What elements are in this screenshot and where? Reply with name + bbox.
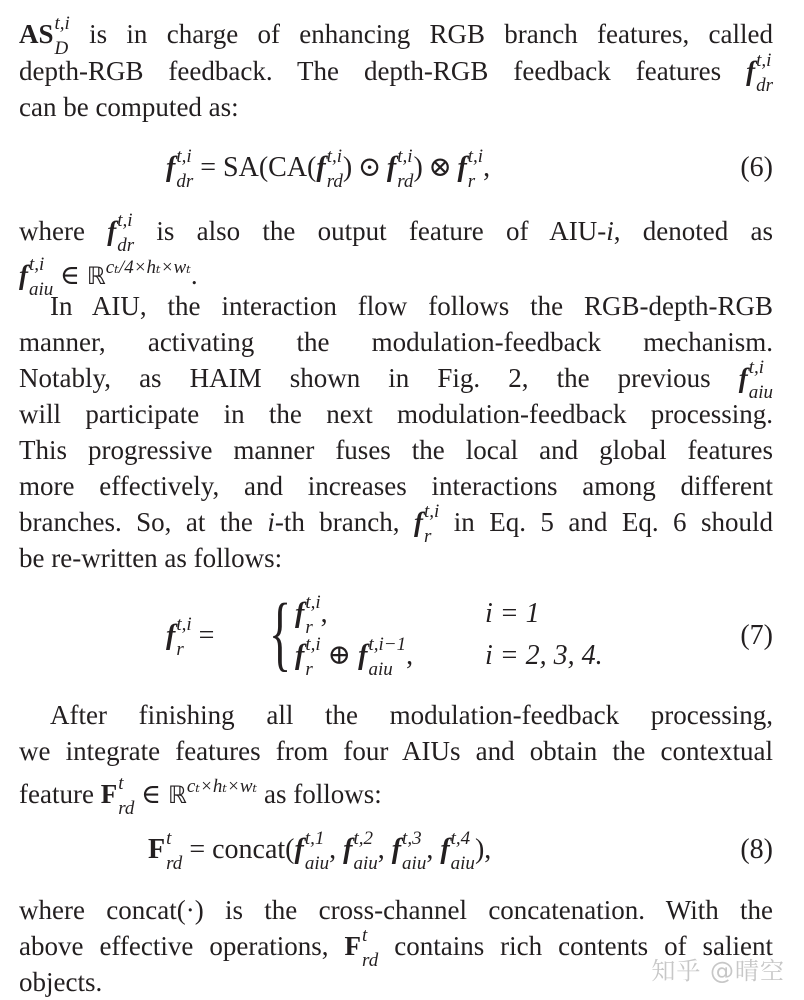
equation-7-lhs: f t,i r = (166, 613, 215, 660)
paragraph-3-line-6: more effectively, and increases interactions among different (19, 471, 773, 501)
equation-7-number: (7) (740, 620, 773, 651)
symbol-as-scripts: t,i D (54, 12, 70, 59)
equation-7 (19, 586, 773, 690)
paragraph-5-line-2: above effective operations, F t rd contains rich contents of salient (19, 924, 774, 971)
text: depth-RGB feedback. The depth-RGB feedback features (19, 56, 722, 86)
text: can be computed as: (19, 92, 239, 122)
symbol-f-dr: f (746, 56, 756, 86)
equation-8-number: (8) (740, 834, 773, 865)
paragraph-3-line-3: Notably, as HAIM shown in Fig. 2, the previous f t,i aiu (19, 356, 774, 403)
paragraph-3-line-2: manner, activating the modulation-feedback mechanism. (19, 327, 773, 357)
paragraph-3-line-8: be re-written as follows: (19, 543, 283, 573)
left-brace: { (269, 586, 292, 680)
case-2: f t,i r ⊕ f t,i−1 aiu , (295, 633, 414, 680)
equation-6-body: f t,i dr = SA(CA(f t,i rd ) ⊙ f t,i rd ) ⊗ f t,i r , (166, 145, 491, 192)
paragraph-4-line-2: we integrate features from four AIUs and obtain the contextual (19, 736, 773, 766)
equation-6-number: (6) (740, 152, 773, 183)
paragraph-3-line-4: will participate in the next modulation-feedback processing. (19, 399, 773, 429)
paragraph-4-line-3: feature F t rd ∈ ℝ$^{c_t\times h_t\times w_t}$ as follows: (19, 772, 382, 819)
paragraph-3-line-5: This progressive manner fuses the local and global features (19, 435, 773, 465)
paragraph-2-line-2: f t,i aiu ∈ ℝ$^{c_t/4\times h_t\times w_t}$. (19, 253, 198, 300)
paragraph-3-line-7: branches. So, at the i-th branch, f t,i r in Eq. 5 and Eq. 6 should (19, 500, 774, 547)
zhihu-watermark: 知乎 @晴空 (651, 957, 785, 985)
paragraph-2-line-1: where f t,i dr is also the output feature of AIU-i, denoted as (19, 209, 774, 256)
paragraph-3-line-1: In AIU, the interaction flow follows the RGB-depth-RGB (50, 291, 773, 321)
paragraph-5-line-1: where concat(·) is the cross-channel concatenation. With the (19, 895, 773, 925)
paragraph-1-line-1 (19, 12, 773, 59)
case-1: f t,i r , (295, 591, 328, 638)
case-1-condition: i = 1 (485, 598, 540, 629)
text: is in charge of enhancing RGB branch features, called (89, 19, 773, 49)
paragraph-1-line-3 (19, 89, 773, 125)
paragraph-5-line-3: objects. (19, 967, 103, 997)
paragraph-1-line-2: depth-RGB feedback. The depth-RGB feedback features f t,i dr (19, 49, 773, 96)
equation-8 (19, 828, 773, 872)
paragraph-4-line-1: After finishing all the modulation-feedback processing, (50, 700, 773, 730)
case-2-condition: i = 2, 3, 4. (485, 640, 603, 671)
equation-6 (19, 146, 773, 190)
symbol-as: AS (19, 19, 54, 49)
equation-8-body: F t rd = concat(f t,1 aiu , f t,2 aiu , f t,3 aiu , f t,4 aiu ), (148, 827, 492, 874)
